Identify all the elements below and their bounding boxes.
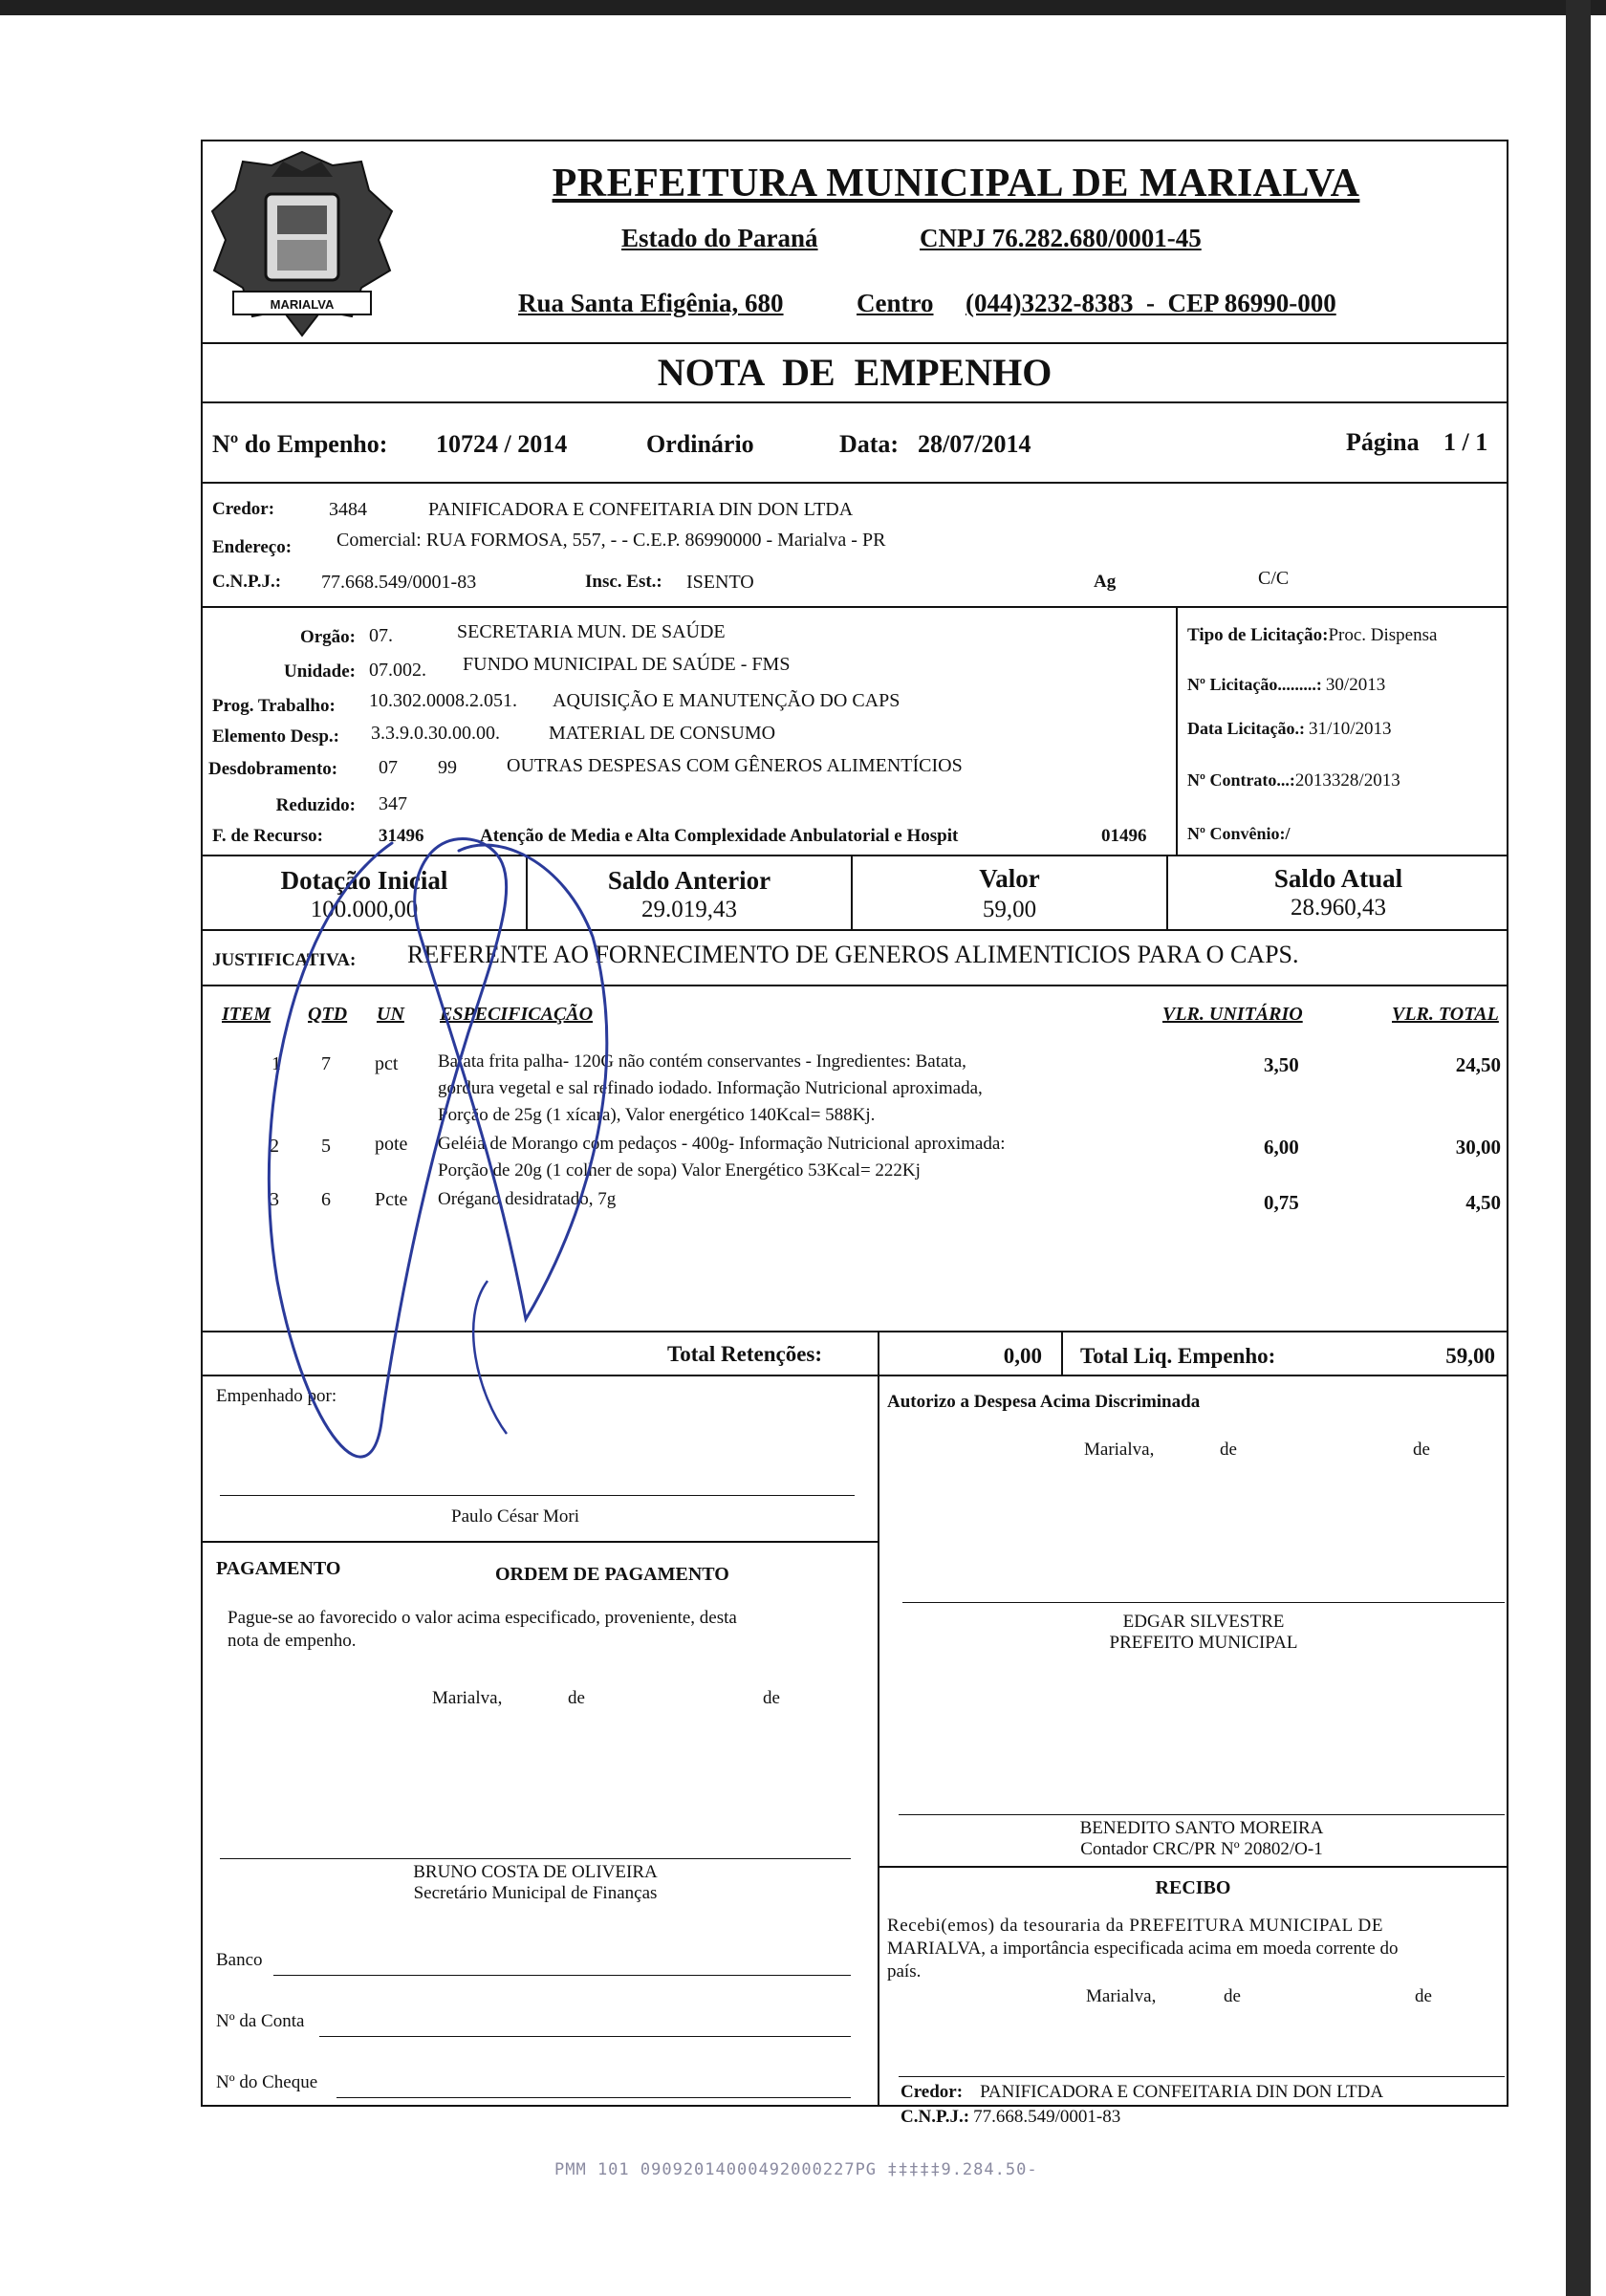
recibo-credor-value: PANIFICADORA E CONFEITARIA DIN DON LTDA xyxy=(980,2082,1384,2102)
page-number: 1 / 1 xyxy=(1443,428,1488,456)
recurso-label: F. de Recurso: xyxy=(212,826,323,846)
recurso-name: Atenção de Media e Alta Complexidade Anbulatorial e Hospit xyxy=(480,826,959,846)
desdobramento-label: Desdobramento: xyxy=(208,759,338,779)
total-retencoes-value: 0,00 xyxy=(1003,1344,1042,1368)
numero-convenio: Nº Convênio:/ xyxy=(1187,824,1291,843)
credor-address: Comercial: RUA FORMOSA, 557, - - C.E.P. 86990000 - Marialva - PR xyxy=(336,530,886,551)
table-row-1-desc-2: gordura vegetal e sal refinado iodado. Informação Nutricional aproximada, xyxy=(438,1078,983,1098)
valor-value: 59,00 xyxy=(982,897,1037,922)
prog-label: Prog. Trabalho: xyxy=(212,696,336,716)
recibo-text-1: Recebi(emos) da tesouraria da PREFEITURA MUNICIPAL DE xyxy=(887,1916,1384,1936)
recibo-signature-line xyxy=(899,2076,1505,2077)
unidade-label: Unidade: xyxy=(284,661,356,682)
recibo-credor-label: Credor: xyxy=(901,2082,964,2102)
dotacao-inicial-value: 100.000,00 xyxy=(310,897,419,922)
municipality-title: PREFEITURA MUNICIPAL DE MARIALVA xyxy=(552,162,1360,206)
ordem-pagamento-label: ORDEM DE PAGAMENTO xyxy=(495,1564,729,1585)
data-licitacao-label: Data Licitação.: xyxy=(1187,719,1305,738)
table-row-3-qtd: 6 xyxy=(321,1189,331,1210)
credor-cnpj-label: C.N.P.J.: xyxy=(212,572,282,592)
conta-field[interactable] xyxy=(319,2036,851,2037)
total-retencoes-label: Total Retenções: xyxy=(667,1342,823,1366)
municipal-seal xyxy=(208,148,396,339)
table-row-2-unit: 6,00 xyxy=(1264,1136,1299,1159)
insc-value: ISENTO xyxy=(686,572,754,593)
document-title: NOTA DE EMPENHO xyxy=(657,351,1053,394)
footer-stamp: PMM 101 09092014000492000227PG ‡‡‡‡‡9.284.50- xyxy=(554,2160,1038,2179)
table-row-1-item: 1 xyxy=(271,1053,281,1074)
justificativa-label: JUSTIFICATIVA: xyxy=(212,950,357,970)
recibo-text-3: país. xyxy=(887,1961,922,1982)
page-title xyxy=(402,161,1510,206)
credor-name: PANIFICADORA E CONFEITARIA DIN DON LTDA xyxy=(428,499,854,520)
autorizo-city: Marialva, xyxy=(1084,1440,1155,1460)
secretario-signature-line xyxy=(220,1858,851,1859)
elemento-label: Elemento Desp.: xyxy=(212,726,339,747)
empenho-number-label: Nº do Empenho: xyxy=(212,430,388,458)
banco-field[interactable] xyxy=(273,1975,851,1976)
recurso-number: 01496 xyxy=(1101,826,1147,846)
col-qtd: QTD xyxy=(308,1004,348,1025)
numero-licitacao-value: 30/2013 xyxy=(1325,675,1386,695)
pagamento-de-2: de xyxy=(763,1688,780,1708)
prog-code: 10.302.0008.2.051. xyxy=(369,690,517,711)
col-un: UN xyxy=(377,1004,404,1025)
table-row-2-total: 30,00 xyxy=(1455,1136,1501,1159)
numero-contrato-label: Nº Contrato...: xyxy=(1187,770,1295,790)
empenho-type: Ordinário xyxy=(646,430,754,458)
recibo-cnpj xyxy=(901,2107,1120,2128)
address-label: Endereço: xyxy=(212,537,293,557)
elemento-name: MATERIAL DE CONSUMO xyxy=(549,723,776,744)
scan-right-edge xyxy=(1566,0,1591,2296)
recibo-cnpj-label: C.N.P.J.: xyxy=(901,2107,970,2127)
contador-title: Contador CRC/PR Nº 20802/O-1 xyxy=(1080,1839,1323,1859)
col-especificacao: ESPECIFICAÇÃO xyxy=(440,1004,594,1025)
autorizo-label: Autorizo a Despesa Acima Discriminada xyxy=(887,1392,1201,1412)
prefeito-signature-line xyxy=(902,1602,1505,1603)
saldo-atual-label: Saldo Atual xyxy=(1273,864,1403,893)
agency-label: Ag xyxy=(1094,572,1117,592)
saldo-anterior-label: Saldo Anterior xyxy=(607,866,771,895)
dotacao-inicial-label: Dotação Inicial xyxy=(280,866,448,895)
data-licitacao xyxy=(1187,719,1392,740)
table-row-3-unit: 0,75 xyxy=(1264,1191,1299,1214)
district: Centro xyxy=(857,289,934,317)
cheque-label: Nº do Cheque xyxy=(216,2072,318,2092)
credor-label: Credor: xyxy=(212,499,275,519)
total-liquido-label: Total Liq. Empenho: xyxy=(1080,1344,1276,1368)
autorizo-de-2: de xyxy=(1413,1440,1430,1460)
state-label: Estado do Paraná xyxy=(621,224,818,252)
col-valor-total: VLR. TOTAL xyxy=(1392,1004,1499,1025)
table-row-1-desc-3: Porção de 25g (1 xícara), Valor energético 140Kcal= 588Kj. xyxy=(438,1105,876,1125)
unidade-code: 07.002. xyxy=(369,660,426,681)
scan-top-edge xyxy=(0,0,1606,15)
reduzido-value: 347 xyxy=(379,793,407,814)
conta-label: Nº da Conta xyxy=(216,2011,305,2031)
recibo-city: Marialva, xyxy=(1086,1986,1157,2006)
orgao-code: 07. xyxy=(369,625,393,646)
table-row-1-unit: 3,50 xyxy=(1264,1053,1299,1076)
contador-signature-line xyxy=(899,1814,1505,1815)
elemento-code: 3.3.9.0.30.00.00. xyxy=(371,723,500,744)
data-licitacao-value: 31/10/2013 xyxy=(1308,719,1392,739)
empenhado-label: Empenhado por: xyxy=(216,1386,337,1406)
table-row-1-total: 24,50 xyxy=(1455,1053,1501,1076)
table-row-3-desc-1: Orégano desidratado, 7g xyxy=(438,1189,617,1209)
recibo-de-2: de xyxy=(1415,1986,1432,2006)
cnpj-header: CNPJ 76.282.680/0001-45 xyxy=(920,224,1202,252)
handwritten-signature xyxy=(239,822,660,1510)
reduzido-label: Reduzido: xyxy=(275,795,356,815)
table-row-2-desc-2: Porção de 20g (1 colher de sopa) Valor Energético 53Kcal= 222Kj xyxy=(438,1160,921,1180)
prog-name: AQUISIÇÃO E MANUTENÇÃO DO CAPS xyxy=(553,690,901,711)
credor-code: 3484 xyxy=(329,499,367,520)
numero-licitacao xyxy=(1187,675,1385,696)
table-row-3-total: 4,50 xyxy=(1465,1191,1501,1214)
recibo-cnpj-value: 77.668.549/0001-83 xyxy=(973,2107,1121,2127)
numero-contrato-value: 2013328/2013 xyxy=(1294,770,1400,791)
desdobramento-code2: 99 xyxy=(438,757,457,778)
recibo-de-1: de xyxy=(1224,1986,1241,2006)
pagamento-label: PAGAMENTO xyxy=(216,1558,341,1579)
desdobramento-code1: 07 xyxy=(379,757,398,778)
table-row-1-desc-1: Batata frita palha- 120G não contém conservantes - Ingredientes: Batata, xyxy=(438,1051,966,1072)
table-row-1-un: pct xyxy=(375,1053,399,1074)
prefeito-name: EDGAR SILVESTRE xyxy=(1122,1612,1285,1632)
table-row-2-un: pote xyxy=(375,1134,408,1155)
contador-name: BENEDITO SANTO MOREIRA xyxy=(1079,1818,1324,1838)
orgao-label: Orgão: xyxy=(299,627,356,647)
street-address: Rua Santa Efigênia, 680 xyxy=(518,289,784,317)
numero-contrato xyxy=(1187,770,1400,791)
orgao-name: SECRETARIA MUN. DE SAÚDE xyxy=(457,621,726,642)
empenho-date: 28/07/2014 xyxy=(918,430,1031,458)
pagamento-city: Marialva, xyxy=(432,1688,503,1708)
recurso-code: 31496 xyxy=(379,826,424,846)
credor-cnpj: 77.668.549/0001-83 xyxy=(321,572,477,593)
total-liquido-value: 59,00 xyxy=(1445,1344,1495,1368)
page-label: Página xyxy=(1346,428,1420,456)
numero-licitacao-label: Nº Licitação.........: xyxy=(1187,675,1322,694)
pagamento-text-2: nota de empenho. xyxy=(228,1631,357,1651)
tipo-licitacao xyxy=(1187,625,1437,646)
table-row-2-item: 2 xyxy=(270,1136,279,1157)
cheque-field[interactable] xyxy=(336,2097,851,2098)
secretario-title: Secretário Municipal de Finanças xyxy=(413,1883,658,1903)
tipo-licitacao-label: Tipo de Licitação: xyxy=(1187,625,1329,645)
autorizo-de-1: de xyxy=(1220,1440,1237,1460)
table-row-3-un: Pcte xyxy=(375,1189,408,1210)
justificativa-text: REFERENTE AO FORNECIMENTO DE GENEROS ALIMENTICIOS PARA O CAPS. xyxy=(407,941,1299,968)
secretario-name: BRUNO COSTA DE OLIVEIRA xyxy=(413,1862,658,1882)
insc-label: Insc. Est.: xyxy=(585,572,662,592)
prefeito-title: PREFEITO MUNICIPAL xyxy=(1109,1633,1298,1653)
tipo-licitacao-value: Proc. Dispensa xyxy=(1328,625,1438,645)
recibo-text-2: MARIALVA, a importância especificada acima em moeda corrente do xyxy=(887,1939,1399,1959)
table-row-3-item: 3 xyxy=(270,1189,279,1210)
pagamento-text-1: Pague-se ao favorecido o valor acima especificado, proveniente, desta xyxy=(228,1608,737,1628)
saldo-atual-value: 28.960,43 xyxy=(1291,895,1386,921)
saldo-anterior-value: 29.019,43 xyxy=(641,897,737,922)
valor-label: Valor xyxy=(979,864,1040,893)
empenho-number: 10724 / 2014 xyxy=(436,430,568,458)
phone-cep: (044)3232-8383 - CEP 86990-000 xyxy=(966,289,1336,317)
account-label: C/C xyxy=(1258,568,1290,589)
banco-label: Banco xyxy=(216,1950,263,1970)
recibo-credor xyxy=(901,2082,1383,2103)
recibo-label: RECIBO xyxy=(1155,1877,1231,1898)
empenho-date-label: Data: xyxy=(839,430,900,458)
empenhado-name: Paulo César Mori xyxy=(451,1506,580,1527)
pagamento-de-1: de xyxy=(568,1688,585,1708)
seal-banner-text: MARIALVA xyxy=(270,297,335,312)
table-row-1-qtd: 7 xyxy=(321,1053,331,1074)
col-valor-unitario: VLR. UNITÁRIO xyxy=(1162,1004,1303,1025)
table-row-2-qtd: 5 xyxy=(321,1136,331,1157)
table-row-2-desc-1: Geléia de Morango com pedaços - 400g- Informação Nutricional aproximada: xyxy=(438,1134,1006,1154)
desdobramento-name: OUTRAS DESPESAS COM GÊNEROS ALIMENTÍCIOS xyxy=(507,755,963,776)
unidade-name: FUNDO MUNICIPAL DE SAÚDE - FMS xyxy=(463,654,791,675)
col-item: ITEM xyxy=(222,1004,271,1025)
